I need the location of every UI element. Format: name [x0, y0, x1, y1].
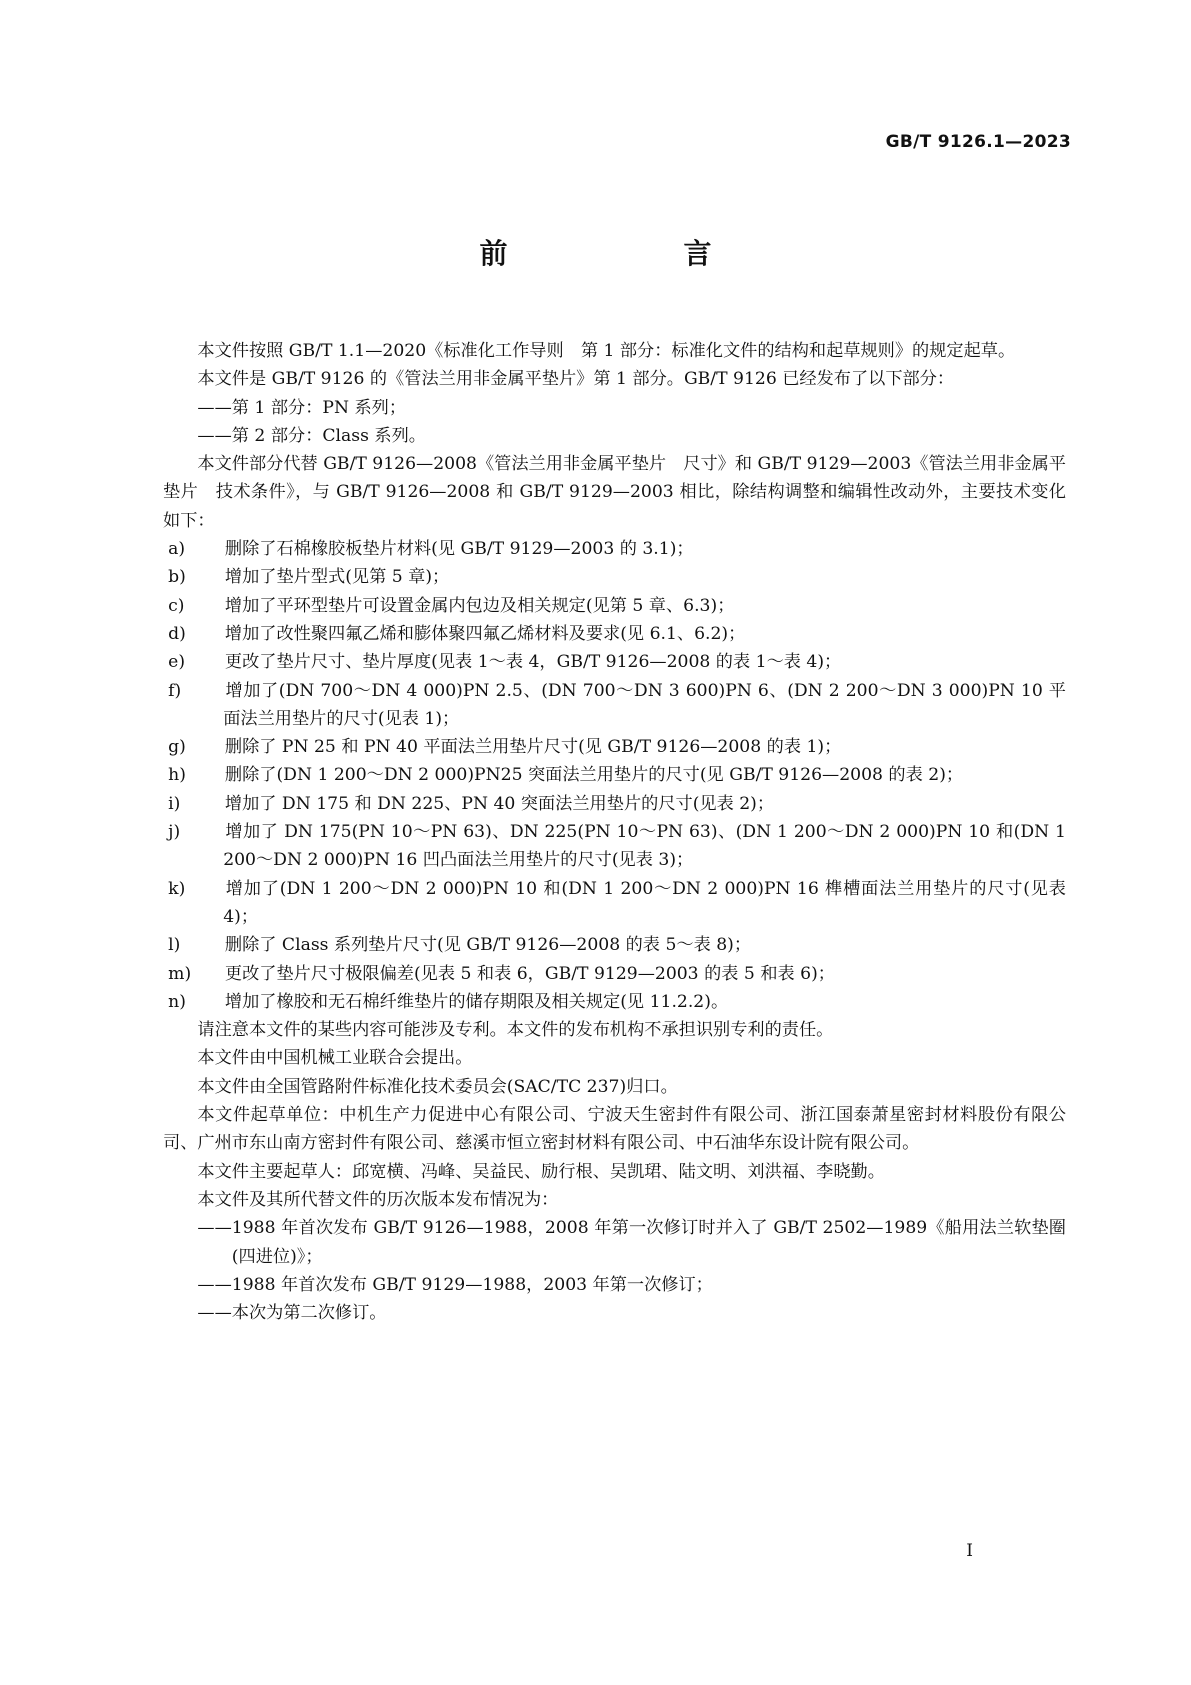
- paragraph-drafting-basis: 本文件按照 GB/T 1.1—2020《标准化工作导则 第 1 部分：标准化文件的结构和起草规则》的规定起草。: [197, 341, 1016, 361]
- change-item: [163, 535, 1066, 563]
- change-item-mark: a): [168, 539, 186, 560]
- parts-list-item: ——第 1 部分：PN 系列；: [197, 397, 407, 418]
- change-item: [163, 818, 1066, 875]
- change-item-mark: g): [168, 737, 186, 758]
- change-item-text: 删除了 Class 系列垫片尺寸(见 GB/T 9126—2008 的表 5～表 8)；: [224, 935, 752, 956]
- paragraph-history-intro: 本文件及其所代替文件的历次版本发布情况为：: [197, 1189, 559, 1210]
- paragraph-committee: 本文件由全国管路附件标准化技术委员会(SAC/TC 237)归口。: [197, 1076, 678, 1097]
- change-item-mark: j): [168, 822, 181, 843]
- change-item: [163, 960, 1066, 988]
- change-item-mark: i): [168, 793, 181, 814]
- change-item-text: 删除了 PN 25 和 PN 40 平面法兰用垫片尺寸(见 GB/T 9126—2008 的表 1)；: [224, 737, 842, 758]
- change-item-mark: h): [168, 765, 186, 786]
- change-item: [163, 875, 1066, 932]
- change-item-text: 增加了(DN 1 200～DN 2 000)PN 10 和(DN 1 200～DN 2 000)PN 16 榫槽面法兰用垫片的尺寸(见表 4)；: [223, 878, 1066, 927]
- paragraph-proposer: 本文件由中国机械工业联合会提出。: [197, 1048, 473, 1069]
- change-item: [163, 790, 1066, 818]
- parts-list-item: ——第 2 部分：Class 系列。: [197, 425, 426, 446]
- page-title: 前 言: [479, 237, 752, 270]
- paragraph-drafters: 本文件主要起草人：邱宽横、冯峰、吴益民、励行根、吴凯珺、陆文明、刘洪福、李晓勤。: [197, 1161, 885, 1182]
- document-header-code: GB/T 9126.1—2023: [885, 132, 1071, 152]
- change-item-mark: f): [168, 680, 182, 701]
- change-item-mark: d): [168, 623, 186, 644]
- change-item-text: 增加了 DN 175(PN 10～PN 63)、DN 225(PN 10～PN 63)、(DN 1 200～DN 2 000)PN 10 和(DN 1 200～DN 2 000)PN 16 凹凸面法兰用垫片的尺寸(见表 3)；: [223, 822, 1066, 871]
- change-item-mark: k): [168, 878, 186, 899]
- change-item-mark: b): [168, 567, 186, 588]
- change-item: [163, 761, 1066, 789]
- paragraph-series-intro: 本文件是 GB/T 9126 的《管法兰用非金属平垫片》第 1 部分。GB/T 9126 已经发布了以下部分：: [197, 369, 955, 390]
- change-item: [163, 733, 1066, 761]
- change-item-text: 增加了改性聚四氟乙烯和膨体聚四氟乙烯材料及要求(见 6.1、6.2)；: [224, 623, 746, 644]
- paragraph-replacement: 本文件部分代替 GB/T 9126—2008《管法兰用非金属平垫片 尺寸》和 GB/T 9129—2003《管法兰用非金属平垫片 技术条件》，与 GB/T 9126—2008 和 GB/T 9129—2003 相比，除结构调整和编辑性改动外，主要技术变化如下：: [163, 454, 1066, 531]
- change-item: [163, 592, 1066, 620]
- change-item: [163, 648, 1066, 676]
- change-item: [163, 563, 1066, 591]
- page-number: I: [966, 1541, 973, 1561]
- change-item-text: 增加了 DN 175 和 DN 225、PN 40 突面法兰用垫片的尺寸(见表 2)；: [224, 793, 775, 814]
- history-list-item: ——1988 年首次发布 GB/T 9126—1988，2008 年第一次修订时并入了 GB/T 2502—1989《船用法兰软垫圈(四进位)》；: [197, 1218, 1066, 1267]
- change-item: [163, 677, 1066, 734]
- change-item-mark: l): [168, 935, 181, 956]
- paragraph-patent-notice: 请注意本文件的某些内容可能涉及专利。本文件的发布机构不承担识别专利的责任。: [197, 1020, 834, 1041]
- change-item: [163, 620, 1066, 648]
- change-item-text: 删除了石棉橡胶板垫片材料(见 GB/T 9129—2003 的 3.1)；: [224, 539, 694, 560]
- history-list-item: ——1988 年首次发布 GB/T 9129—1988，2003 年第一次修订；: [197, 1274, 713, 1295]
- change-item-text: 增加了平环型垫片可设置金属内包边及相关规定(见第 5 章、6.3)；: [224, 595, 735, 616]
- change-item: [163, 988, 1066, 1016]
- change-item-text: 更改了垫片尺寸极限偏差(见表 5 和表 6，GB/T 9129—2003 的表 5 和表 6)；: [224, 963, 835, 984]
- paragraph-drafting-units: 本文件起草单位：中机生产力促进中心有限公司、宁波天生密封件有限公司、浙江国泰萧星密封材料股份有限公司、广州市东山南方密封件有限公司、慈溪市恒立密封材料有限公司、中石油华东设计院有限公司。: [163, 1105, 1066, 1154]
- change-item-text: 增加了垫片型式(见第 5 章)；: [224, 567, 450, 588]
- change-item-mark: n): [168, 991, 186, 1012]
- change-item-mark: e): [168, 652, 186, 673]
- change-item: [163, 931, 1066, 959]
- change-item-text: 增加了橡胶和无石棉纤维垫片的储存期限及相关规定(见 11.2.2)。: [224, 991, 729, 1012]
- change-item-text: 更改了垫片尺寸、垫片厚度(见表 1～表 4，GB/T 9126—2008 的表 1～表 4)；: [224, 652, 842, 673]
- change-item-mark: c): [168, 595, 185, 616]
- change-item-text: 增加了(DN 700～DN 4 000)PN 2.5、(DN 700～DN 3 600)PN 6、(DN 2 200～DN 3 000)PN 10 平面法兰用垫片的尺寸(见表 1)；: [223, 680, 1066, 729]
- change-item-mark: m): [168, 963, 192, 984]
- document-body: [163, 337, 1066, 1327]
- change-item-text: 删除了(DN 1 200～DN 2 000)PN25 突面法兰用垫片的尺寸(见 GB/T 9126—2008 的表 2)；: [224, 765, 964, 786]
- history-list-item: ——本次为第二次修订。: [197, 1303, 387, 1324]
